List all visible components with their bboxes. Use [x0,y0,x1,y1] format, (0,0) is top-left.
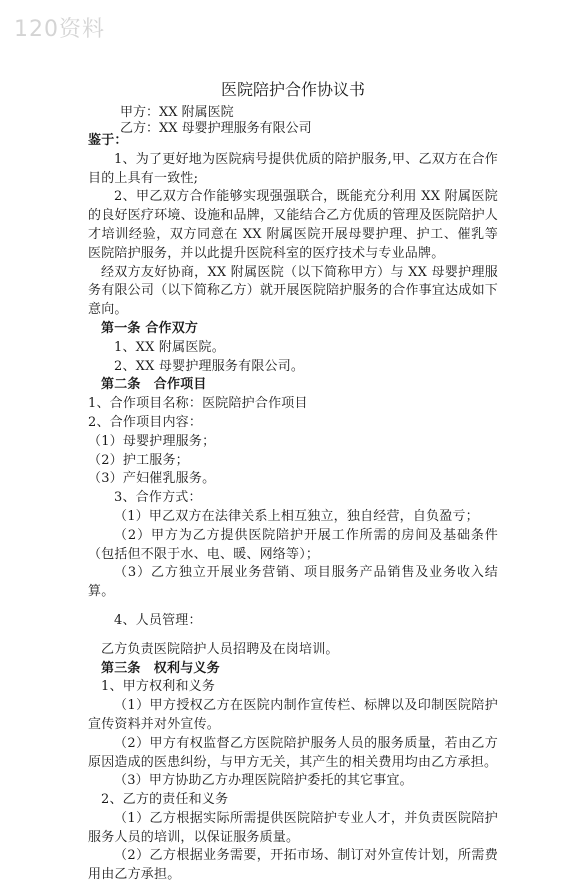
preamble-paragraph: 2、甲乙双方合作能够实现强强联合，既能充分利用 XX 附属医院的良好医疗环境、设施和品牌，又能结合乙方优质的管理及医院陪护人才培训经验，双方同意在 XX 附属医院开展母婴护理、护工、催乳等医院陪护服务，并以此提升医院科室的医疗技术与专业品牌。 [88,189,498,261]
party-a: 甲方：XX 附属医院 [120,105,234,120]
document-title: 医院陪护合作协议书 [220,80,365,99]
list-item: （3）乙方独立开展业务营销、项目服务产品销售及业务收入结算。 [88,565,498,600]
list-item: （3）甲方协助乙方办理医院陪护委托的其它事宜。 [114,773,413,789]
list-item: 4、人员管理： [114,612,202,628]
document-body [88,132,498,885]
preamble-heading: 鉴于： [88,133,128,148]
list-item: 3、合作方式： [114,490,202,506]
list-item: （3）产妇催乳服务。 [88,471,216,487]
list-item: （1）母婴护理服务； [88,433,216,449]
list-item: （2）甲方有权监督乙方医院陪护服务人员的服务质量，若由乙方原因造成的医患纠纷，与甲方无关，其产生的相关费用均由乙方承担。 [88,735,498,770]
article-heading: 第一条 合作双方 [101,320,199,336]
party-b: 乙方：XX 母婴护理服务有限公司 [120,121,312,136]
watermark: 120资料 [14,17,105,42]
list-item: （2）乙方根据业务需要，开拓市场、制订对外宣传计划，所需费用由乙方承担。 [88,848,498,883]
article-heading: 第三条 权利与义务 [101,660,220,676]
list-item: 1、甲方权利和义务 [101,679,216,695]
list-item: （2）甲方为乙方提供医院陪护开展工作所需的房间及基础条件（包括但不限于水、电、暖、网络等）； [88,527,498,562]
list-item: 1、XX 附属医院。 [114,339,225,355]
list-item: （2）护工服务； [88,452,189,468]
list-item: 2、乙方的责任和义务 [101,792,229,808]
list-item: 1、合作项目名称：医院陪护合作项目 [88,396,308,412]
preamble-paragraph: 经双方友好协商，XX 附属医院（以下简称甲方）与 XX 母婴护理服务有限公司（以下简称乙方）就开展医院陪护服务的合作事宜达成如下意向。 [88,264,498,318]
list-item: （1）乙方根据实际所需提供医院陪护专业人才，并负责医院陪护服务人员的培训，以保证服务质量。 [88,810,498,845]
list-item: （1）甲方授权乙方在医院内制作宣传栏、标牌以及印制医院陪护宣传资料并对外宣传。 [88,698,498,732]
article-heading: 第二条 合作项目 [101,377,207,393]
list-item: 2、XX 母婴护理服务有限公司。 [114,358,305,374]
list-item: （1）甲乙双方在法律关系上相互独立，独自经营，自负盈亏； [114,508,479,524]
list-item: 2、合作项目内容： [88,414,203,430]
list-item: 乙方负责医院陪护人员招聘及在岗培训。 [101,641,339,657]
preamble-paragraph: 1、为了更好地为医院病号提供优质的陪护服务,甲、乙双方在合作目的上具有一致性; [88,151,498,186]
